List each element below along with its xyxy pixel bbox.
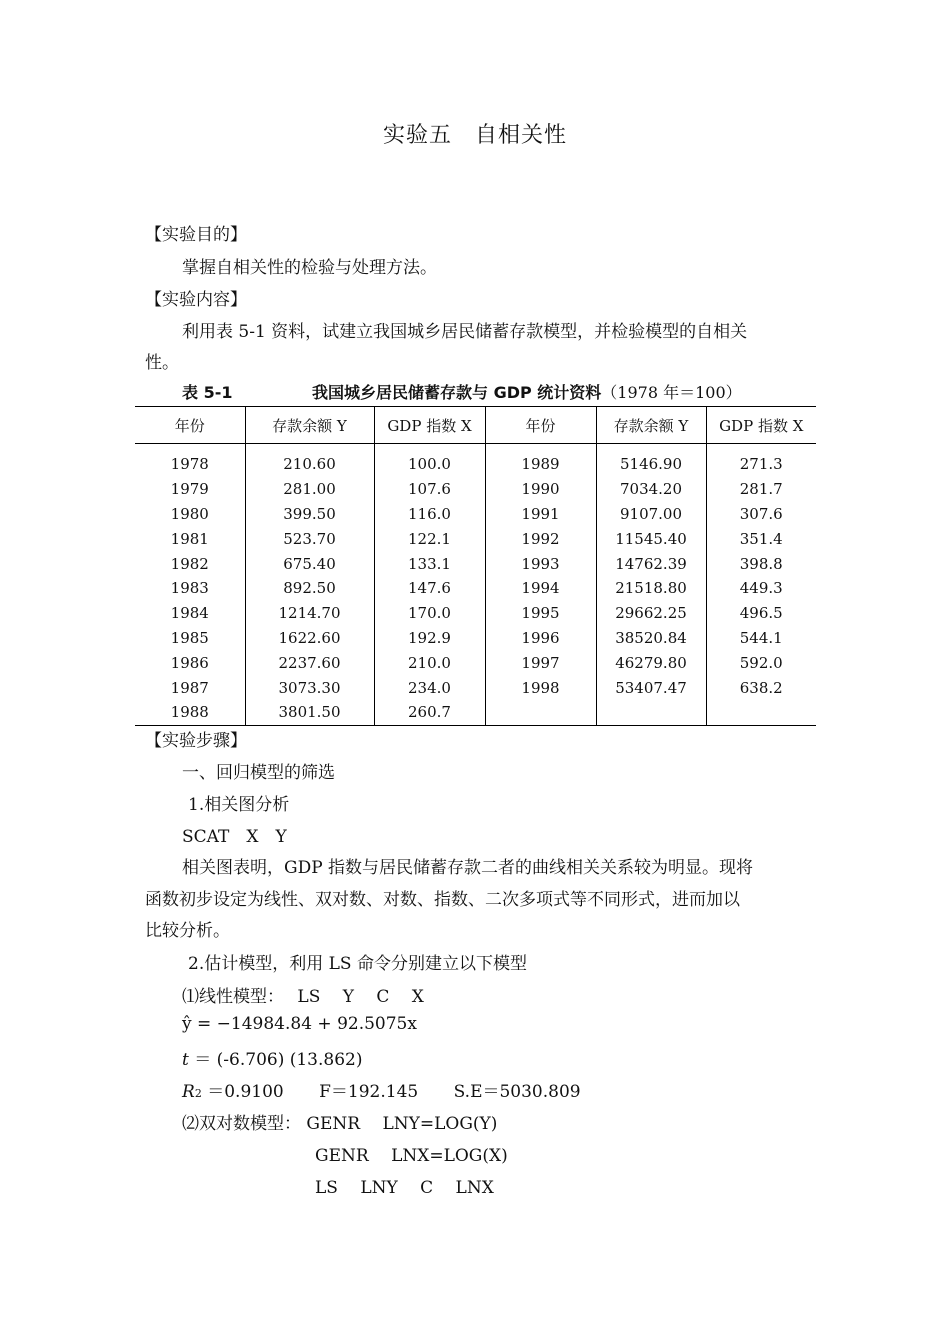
cell-year-2: 1990 bbox=[485, 477, 596, 502]
purpose-heading: 【实验目的】 bbox=[145, 225, 247, 245]
cell-gdp-2: 496.5 bbox=[706, 601, 816, 626]
table-row bbox=[135, 526, 816, 551]
table-number: 表 5-1 bbox=[182, 383, 233, 402]
cell-year-2 bbox=[485, 700, 596, 725]
cell-deposit-1: 210.60 bbox=[245, 444, 374, 477]
header-gdp-2: GDP 指数 X bbox=[706, 407, 816, 444]
cell-deposit-1: 3073.30 bbox=[245, 675, 374, 700]
content-text-line2: 性。 bbox=[145, 353, 179, 373]
cell-year-2: 1993 bbox=[485, 551, 596, 576]
step1-heading: 一、回归模型的筛选 bbox=[182, 763, 335, 783]
cell-year-2: 1989 bbox=[485, 444, 596, 477]
cell-year-2: 1995 bbox=[485, 601, 596, 626]
table-row bbox=[135, 477, 816, 502]
cell-year-1: 1984 bbox=[170, 604, 209, 623]
cell-year-2: 1991 bbox=[485, 502, 596, 527]
cell-year-2: 1997 bbox=[485, 650, 596, 675]
table-row bbox=[135, 626, 816, 651]
cell-gdp-1: 147.6 bbox=[374, 576, 485, 601]
cell-gdp-2: 449.3 bbox=[706, 576, 816, 601]
table-title bbox=[312, 380, 742, 403]
fit-statistics-line bbox=[182, 1077, 581, 1102]
cell-gdp-1: 100.0 bbox=[374, 444, 485, 477]
cell-gdp-1: 260.7 bbox=[374, 700, 485, 725]
cell-deposit-2: 53407.47 bbox=[596, 675, 706, 700]
header-deposit-2: 存款余额 Y bbox=[596, 407, 706, 444]
cell-gdp-2: 638.2 bbox=[706, 675, 816, 700]
cell-deposit-1: 3801.50 bbox=[245, 700, 374, 725]
cell-gdp-1: 170.0 bbox=[374, 601, 485, 626]
cell-year-1: 1983 bbox=[170, 579, 209, 598]
scat-command: SCAT X Y bbox=[182, 827, 287, 847]
cell-gdp-2: 398.8 bbox=[706, 551, 816, 576]
purpose-text: 掌握自相关性的检验与处理方法。 bbox=[182, 258, 437, 278]
table-note: （1978 年＝100） bbox=[601, 383, 742, 402]
cell-deposit-1: 892.50 bbox=[245, 576, 374, 601]
cell-gdp-1: 192.9 bbox=[374, 626, 485, 651]
genr-lnx-command: GENR LNX=LOG(X) bbox=[315, 1146, 508, 1166]
se-value: S.E＝5030.809 bbox=[453, 1082, 581, 1102]
cell-gdp-2: 281.7 bbox=[706, 477, 816, 502]
cell-deposit-2: 9107.00 bbox=[596, 502, 706, 527]
paragraph-line3: 比较分析。 bbox=[145, 921, 230, 941]
cell-gdp-1: 210.0 bbox=[374, 650, 485, 675]
header-gdp-1: GDP 指数 X bbox=[374, 407, 485, 444]
cell-deposit-1: 281.00 bbox=[245, 477, 374, 502]
header-year-2: 年份 bbox=[485, 407, 596, 444]
cell-year-1: 1988 bbox=[135, 700, 245, 725]
table-header-row bbox=[135, 407, 816, 444]
cell-year-2: 1998 bbox=[485, 675, 596, 700]
header-year-1: 年份 bbox=[135, 407, 245, 444]
r2-superscript: 2 bbox=[194, 1087, 202, 1100]
table-caption bbox=[182, 380, 822, 403]
content-text-line1: 利用表 5-1 资料，试建立我国城乡居民储蓄存款模型，并检验模型的自相关 bbox=[182, 322, 748, 342]
cell-deposit-2: 46279.80 bbox=[596, 650, 706, 675]
cell-gdp-1: 234.0 bbox=[374, 675, 485, 700]
cell-year-2: 1996 bbox=[485, 626, 596, 651]
cell-deposit-1: 675.40 bbox=[245, 551, 374, 576]
table-row bbox=[135, 675, 816, 700]
table-row bbox=[135, 700, 816, 725]
cell-deposit-2 bbox=[596, 700, 706, 725]
step1-2-heading: 2.估计模型，利用 LS 命令分别建立以下模型 bbox=[188, 954, 527, 974]
r2-value: ＝0.9100 bbox=[207, 1082, 284, 1102]
data-table bbox=[135, 406, 816, 726]
genr-lny-command: GENR LNY=LOG(Y) bbox=[306, 1114, 498, 1134]
cell-deposit-2: 21518.80 bbox=[596, 576, 706, 601]
cell-deposit-2: 38520.84 bbox=[596, 626, 706, 651]
linear-equation: ŷ = −14984.84 + 92.5075x bbox=[182, 1014, 417, 1034]
header-deposit-1: 存款余额 Y bbox=[245, 407, 374, 444]
cell-gdp-2: 544.1 bbox=[706, 626, 816, 651]
cell-deposit-2: 11545.40 bbox=[596, 526, 706, 551]
cell-year-2: 1994 bbox=[485, 576, 596, 601]
step1-1-heading: 1.相关图分析 bbox=[188, 795, 290, 815]
t-values: ＝ (-6.706) (13.862) bbox=[194, 1050, 363, 1070]
cell-gdp-2: 271.3 bbox=[706, 444, 816, 477]
page-title: 实验五 自相关性 bbox=[382, 123, 567, 148]
cell-gdp-1: 133.1 bbox=[374, 551, 485, 576]
cell-year-1: 1979 bbox=[170, 480, 209, 499]
cell-year-1: 1980 bbox=[170, 504, 209, 523]
cell-deposit-1: 2237.60 bbox=[245, 650, 374, 675]
cell-deposit-2: 29662.25 bbox=[596, 601, 706, 626]
table-row bbox=[135, 650, 816, 675]
cell-gdp-2: 307.6 bbox=[706, 502, 816, 527]
table-name: 我国城乡居民储蓄存款与 GDP 统计资料 bbox=[312, 383, 602, 402]
cell-gdp-1: 107.6 bbox=[374, 477, 485, 502]
loglog-model-label: ⑵双对数模型： bbox=[182, 1114, 301, 1134]
cell-year-1: 1982 bbox=[170, 554, 209, 573]
loglog-model-line bbox=[182, 1109, 497, 1134]
f-value: F＝192.145 bbox=[319, 1082, 419, 1102]
t-statistics-line bbox=[182, 1045, 362, 1070]
r2-label: R bbox=[182, 1082, 195, 1102]
linear-model-line bbox=[182, 982, 424, 1007]
table-row bbox=[135, 576, 816, 601]
cell-deposit-2: 14762.39 bbox=[596, 551, 706, 576]
paragraph-line2: 函数初步设定为线性、双对数、对数、指数、二次多项式等不同形式，进而加以 bbox=[145, 890, 740, 910]
cell-year-1: 1987 bbox=[170, 678, 209, 697]
table-row bbox=[135, 601, 816, 626]
table-row bbox=[135, 444, 816, 477]
linear-model-label: ⑴线性模型： bbox=[182, 987, 284, 1007]
cell-year-2: 1992 bbox=[485, 526, 596, 551]
cell-deposit-1: 1622.60 bbox=[245, 626, 374, 651]
cell-gdp-2: 351.4 bbox=[706, 526, 816, 551]
steps-heading: 【实验步骤】 bbox=[145, 731, 247, 751]
cell-gdp-2 bbox=[706, 700, 816, 725]
cell-deposit-1: 523.70 bbox=[245, 526, 374, 551]
cell-deposit-2: 5146.90 bbox=[596, 444, 706, 477]
linear-model-command: LS Y C X bbox=[297, 987, 424, 1007]
table-row bbox=[135, 502, 816, 527]
cell-year-1: 1986 bbox=[170, 653, 209, 672]
cell-gdp-1: 122.1 bbox=[374, 526, 485, 551]
ls-lny-command: LS LNY C LNX bbox=[315, 1178, 494, 1198]
cell-year-1: 1978 bbox=[170, 455, 209, 474]
cell-deposit-2: 7034.20 bbox=[596, 477, 706, 502]
cell-year-1: 1981 bbox=[170, 529, 209, 548]
content-heading: 【实验内容】 bbox=[145, 290, 247, 310]
cell-deposit-1: 1214.70 bbox=[245, 601, 374, 626]
cell-gdp-2: 592.0 bbox=[706, 650, 816, 675]
table-row bbox=[135, 551, 816, 576]
cell-year-1: 1985 bbox=[170, 628, 209, 647]
cell-gdp-1: 116.0 bbox=[374, 502, 485, 527]
paragraph-line1: 相关图表明，GDP 指数与居民储蓄存款二者的曲线相关关系较为明显。现将 bbox=[182, 858, 754, 878]
t-label: t bbox=[182, 1050, 189, 1070]
cell-deposit-1: 399.50 bbox=[245, 502, 374, 527]
